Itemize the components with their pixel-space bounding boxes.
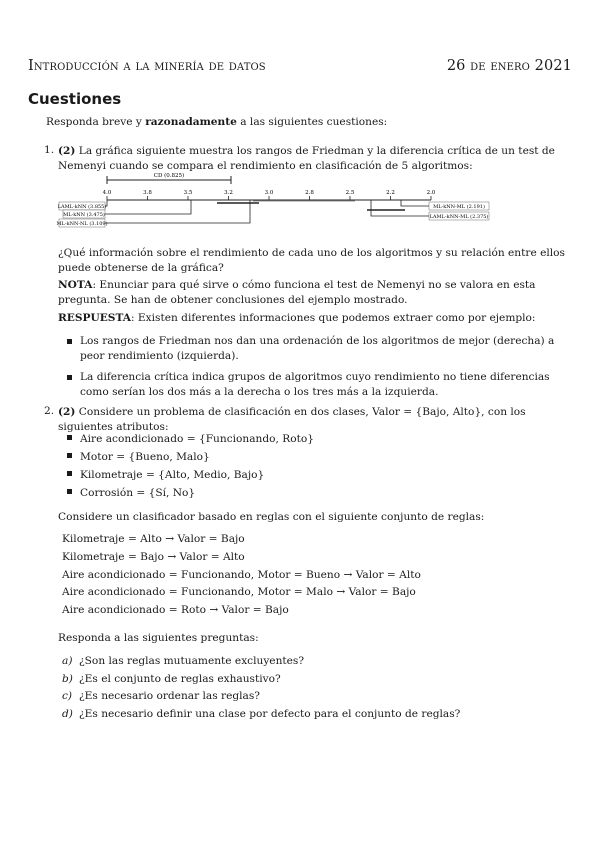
attribute-item: Corrosión = {Sí, No} <box>66 484 574 502</box>
left-label-3: ML-kNN-NL (3.109) <box>56 221 108 227</box>
axis-tick-label: 4.0 <box>102 190 112 196</box>
right-label-1: ML-kNN-ML (2.191) <box>433 204 485 210</box>
rules-intro: Considere un clasificador basado en reglas con el siguiente conjunto de reglas: <box>58 511 485 523</box>
rule-item: Aire acondicionado = Funcionando, Motor = Bueno → Valor = Alto <box>62 568 421 581</box>
rule-item: Kilometraje = Bajo → Valor = Alto <box>62 550 245 563</box>
rule-item: Kilometraje = Alto → Valor = Bajo <box>62 533 245 545</box>
axis-tick-label: 2.5 <box>345 190 355 196</box>
axis-tick-label: 2.2 <box>386 190 395 196</box>
rule-item: Aire acondicionado = Funcionando, Motor = Malo → Valor = Bajo <box>62 586 416 599</box>
cd-chart <box>55 170 565 236</box>
questions-intro: Responda a las siguientes preguntas: <box>58 632 259 644</box>
right-label-2: LAML-kNN-ML (2.375) <box>429 214 489 220</box>
rule-item: Aire acondicionado = Roto → Valor = Bajo <box>62 604 289 617</box>
attribute-item: Kilometraje = {Alto, Medio, Bajo} <box>66 466 574 484</box>
exam-date: 26 de enero 2021 <box>446 58 572 74</box>
page-header <box>28 58 572 74</box>
answer-bullet-list <box>66 334 574 405</box>
left-label-1: LAML-kNN (3.855) <box>57 204 107 210</box>
axis-tick-label: 3.0 <box>264 190 274 196</box>
sub-question-a: a) ¿Son las reglas mutuamente excluyentes? <box>62 655 305 667</box>
sub-question-d: d) ¿Es necesario definir una clase por defecto para el conjunto de reglas? <box>62 707 461 720</box>
question-1-text: (2) La gráfica siguiente muestra los rangos de Friedman y la diferencia crítica de un test de Nemenyi cuando se compara el rendimiento en clasificación de 5 algoritmos: <box>58 145 555 172</box>
question-1-number: 1. <box>44 144 55 156</box>
attribute-item: Motor = {Bueno, Malo} <box>66 448 574 466</box>
section-title: Cuestiones <box>28 90 122 108</box>
question-2-text: (2) Considere un problema de clasificación en dos clases, Valor = {Bajo, Alto}, con los siguientes atributos: <box>58 406 526 433</box>
cd-label: CD (0.825) <box>153 173 185 179</box>
answer-bullet-2: La diferencia crítica indica grupos de algoritmos cuyo rendimiento no tiene diferencias como serían los dos más a la derecha o los tres más a la izquierda. <box>66 370 574 400</box>
intro-text: Responda breve y razonadamente a las siguientes cuestiones: <box>46 116 388 128</box>
attribute-list <box>66 430 574 502</box>
axis-tick-label: 3.5 <box>183 190 193 196</box>
axis-tick-label: 2.0 <box>426 190 436 196</box>
attribute-item: Aire acondicionado = {Funcionando, Roto} <box>66 430 574 448</box>
course-title: Introducción a la minería de datos <box>28 58 266 74</box>
sub-question-b: b) ¿Es el conjunto de reglas exhaustivo? <box>62 672 281 685</box>
question-1-answer: RESPUESTA: Existen diferentes informaciones que podemos extraer como por ejemplo: <box>58 312 536 324</box>
axis-tick-label: 3.2 <box>224 190 233 196</box>
axis-tick-label: 2.8 <box>305 190 314 196</box>
question-1-note: NOTA: Enunciar para qué sirve o cómo funciona el test de Nemenyi no se valora en esta pregunta. Se han de obtener conclusiones del ejemplo mostrado. <box>58 279 536 306</box>
question-1-prompt: ¿Qué información sobre el rendimiento de cada uno de los algoritmos y su relación entre ellos puede obtenerse de la gráfica? <box>58 247 565 274</box>
rule-list <box>62 531 562 620</box>
sub-question-c: c) ¿Es necesario ordenar las reglas? <box>62 690 260 703</box>
answer-bullet-1: Los rangos de Friedman nos dan una ordenación de los algoritmos de mejor (derecha) a peor rendimiento (izquierda). <box>66 334 574 364</box>
question-2-number: 2. <box>44 405 55 417</box>
sub-question-list <box>62 653 562 723</box>
left-label-2: ML-kNN (3.475) <box>63 212 105 218</box>
axis-tick-label: 3.8 <box>143 190 152 196</box>
